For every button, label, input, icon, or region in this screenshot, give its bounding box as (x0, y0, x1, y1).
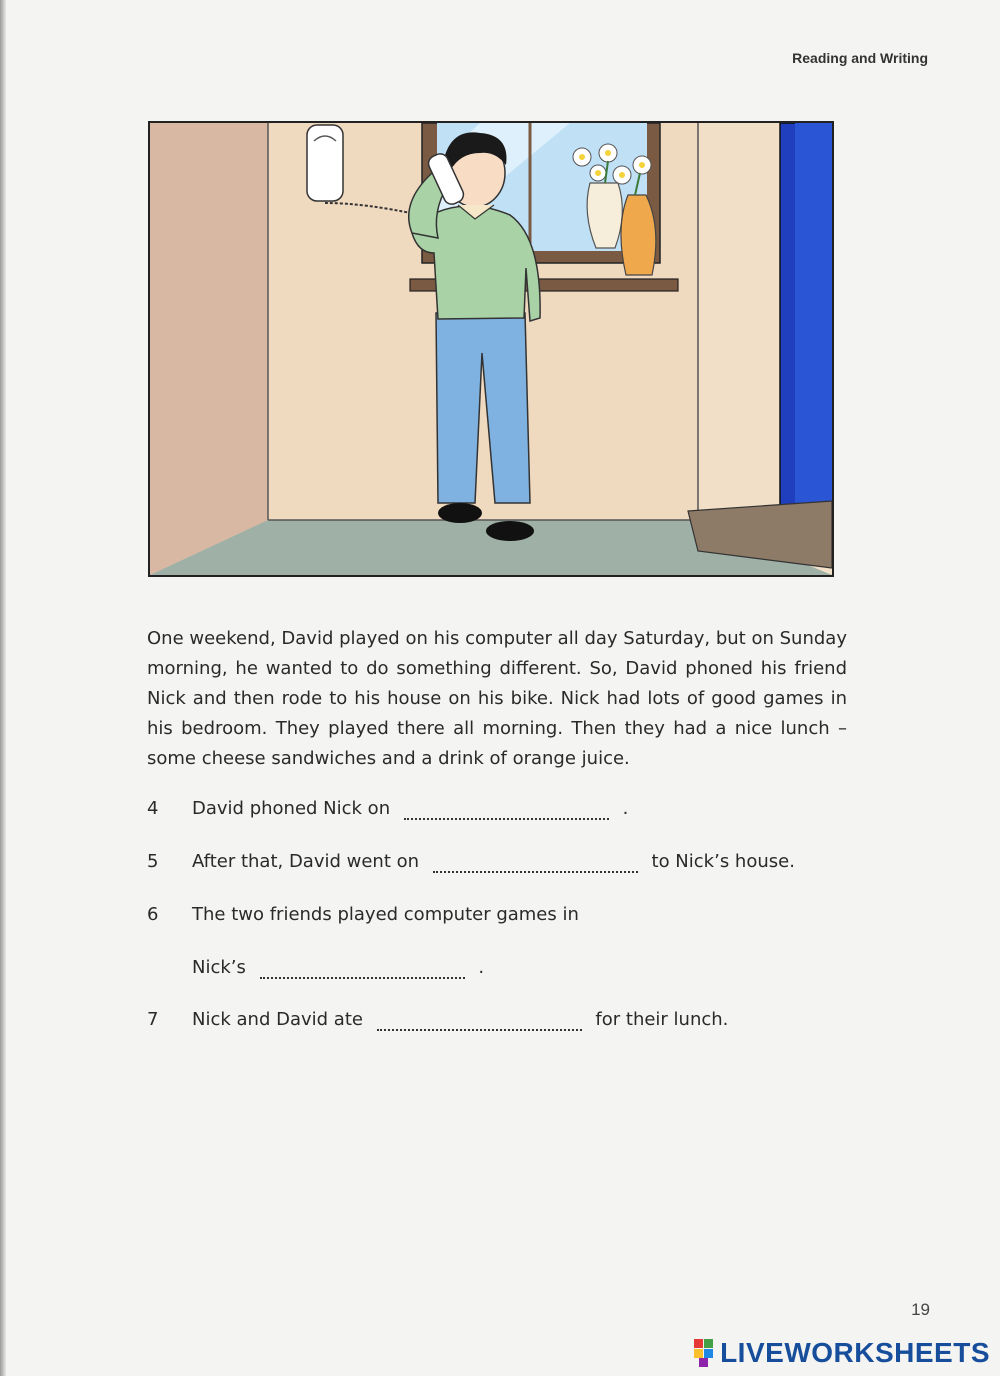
question-7 (147, 1009, 847, 1035)
question-text-before: Nick’s (192, 957, 246, 978)
story-illustration (148, 121, 834, 577)
question-text-after: to Nick’s house. (651, 851, 795, 872)
liveworksheets-logo-icon (694, 1339, 714, 1367)
question-number: 6 (147, 904, 159, 925)
brand-watermark (694, 1337, 990, 1369)
question-5 (147, 851, 847, 877)
question-4 (147, 798, 847, 824)
question-text-after: . (478, 957, 485, 978)
page-number: 19 (911, 1300, 930, 1319)
brand-name: LIVEWORKSHEETS (720, 1337, 990, 1368)
answer-field-6[interactable] (260, 958, 465, 979)
question-text: Nick and David ate (192, 1009, 363, 1030)
question-number: 4 (147, 798, 159, 819)
story-paragraph: One weekend, David played on his computer all day Saturday, but on Sunday morning, he wanted to do something different. So, David phoned his friend Nick and then rode to his house on his bike. Nick had lots of good games in his bedroom. They played there all morning. Then they had a nice lunch – some cheese sandwiches and a drink of orange juice. (147, 628, 847, 769)
question-text: The two friends played computer games in (192, 904, 579, 925)
question-number: 5 (147, 851, 159, 872)
question-text-after: . (622, 798, 629, 819)
question-text: David phoned Nick on (192, 798, 391, 819)
section-header: Reading and Writing (792, 50, 928, 66)
question-number: 7 (147, 1009, 159, 1030)
question-text: After that, David went on (192, 851, 420, 872)
page-binding-edge (0, 0, 6, 1376)
question-6 (147, 904, 847, 984)
answer-field-4[interactable] (404, 799, 609, 820)
question-text-after: for their lunch. (595, 1009, 729, 1030)
answer-field-5[interactable] (433, 852, 638, 873)
answer-field-7[interactable] (377, 1010, 582, 1031)
